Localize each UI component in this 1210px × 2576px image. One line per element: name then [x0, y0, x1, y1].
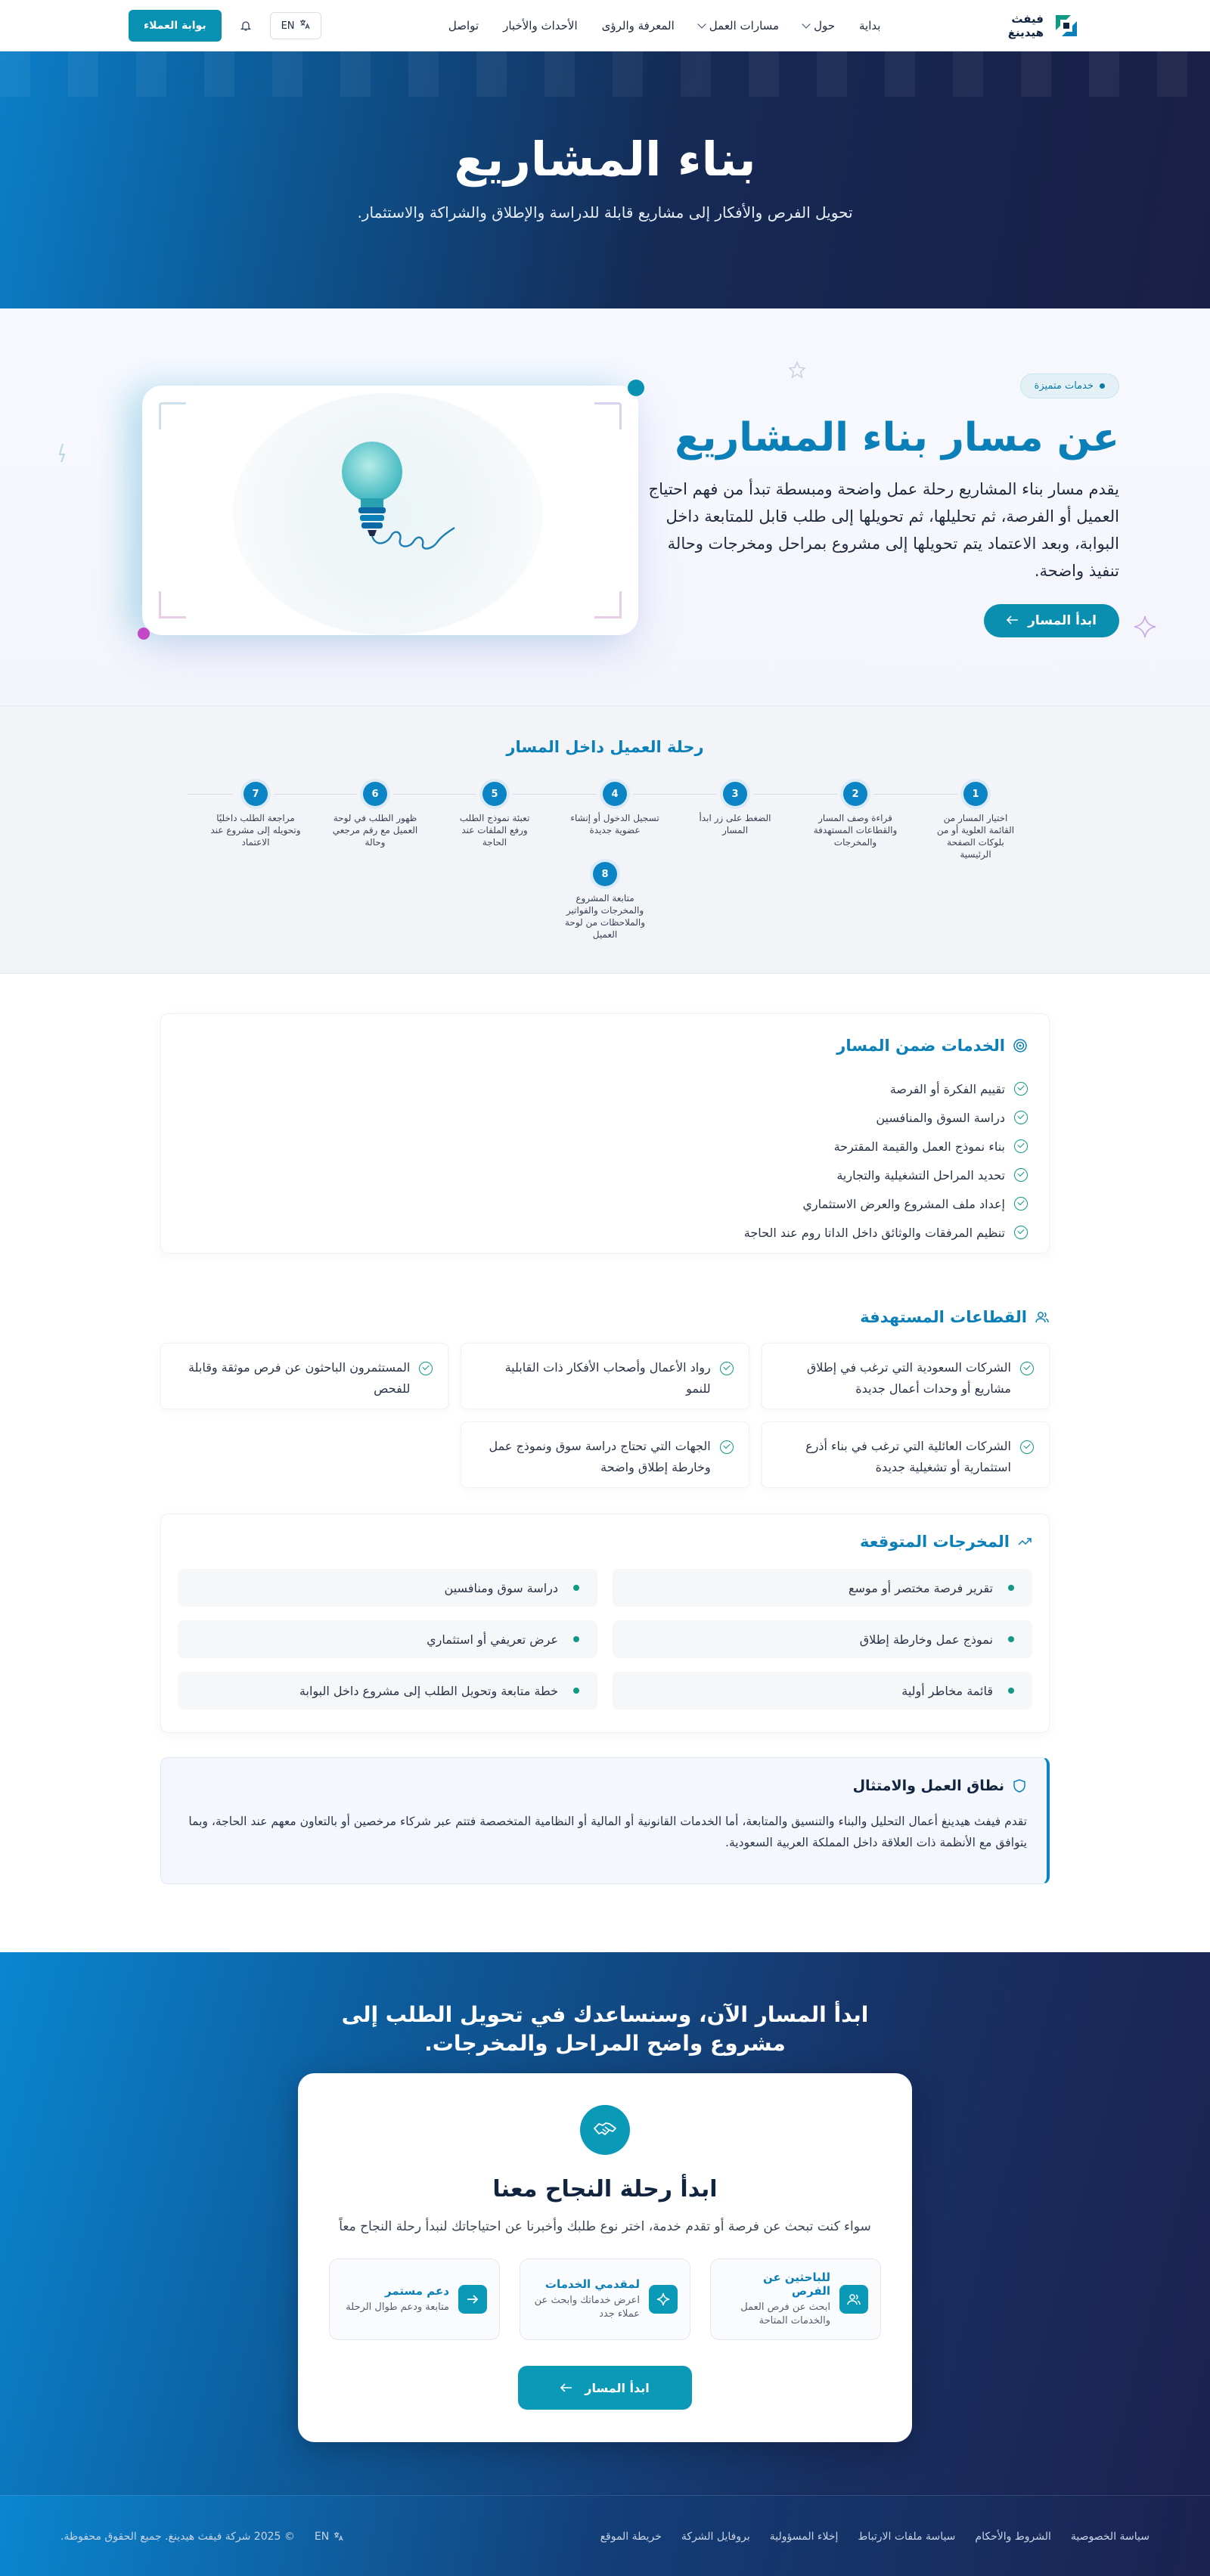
language-switch-button[interactable] [270, 12, 321, 39]
scope-card [160, 1757, 1050, 1884]
service-label: تحديد المراحل التشغيلية والتجارية [836, 1167, 1005, 1183]
step-label: قراءة وصف المسار والقطاعات المستهدفة والمخرجات [813, 813, 898, 848]
nav-item-label: بداية [859, 19, 881, 33]
footer-link[interactable]: خريطة الموقع [600, 2530, 662, 2543]
step-connector [753, 794, 837, 795]
start-track-button[interactable] [984, 604, 1119, 637]
output-item [178, 1620, 597, 1658]
step-label: مراجعة الطلب داخليًا وتحويله إلى مشروع عند الاعتماد [210, 813, 301, 848]
check-circle-icon [1014, 1168, 1028, 1182]
sparkles-icon [649, 2285, 678, 2314]
badge-dot-icon [1100, 383, 1105, 389]
sparkle-star-icon [1132, 614, 1158, 640]
output-item [613, 1569, 1032, 1607]
sector-card [762, 1343, 1050, 1409]
check-circle-icon [419, 1362, 433, 1375]
brand-line2: هيدينغ [1007, 25, 1044, 39]
service-label: تقييم الفكرة أو الفرصة [889, 1081, 1005, 1096]
check-circle-icon [720, 1440, 734, 1454]
brand-logo[interactable] [1008, 11, 1081, 41]
main-content [0, 974, 1210, 2576]
nav-item-tracks[interactable] [699, 19, 779, 33]
about-section [0, 308, 1210, 705]
footer-link[interactable]: الشروط والأحكام [975, 2530, 1051, 2543]
step-connector [188, 794, 233, 795]
button-label: ابدأ المسار [585, 2380, 650, 2395]
copyright-text: © 2025 شركة فيفث هيدينغ. جميع الحقوق محفوظة. [60, 2530, 295, 2543]
outputs-grid [178, 1569, 1032, 1710]
footer-language-switch[interactable] [315, 2531, 343, 2543]
output-label: خطة متابعة وتحويل الطلب إلى مشروع داخل البوابة [299, 1683, 558, 1698]
service-item [182, 1074, 1028, 1103]
output-item [613, 1620, 1032, 1658]
sectors-grid [160, 1343, 1050, 1488]
sector-card [461, 1421, 749, 1488]
step-connector [393, 794, 476, 795]
scope-title [181, 1778, 1027, 1794]
nav-item-about[interactable] [803, 19, 835, 33]
journey-step [569, 782, 660, 836]
output-item [178, 1569, 597, 1607]
cta-headline: ابدأ المسار الآن، وسنساعدك في تحويل الطلب إلى مشروع واضح المراحل والمخرجات. [341, 2002, 869, 2056]
journey-step [210, 782, 301, 848]
translate-icon [299, 19, 310, 33]
check-circle-icon [1014, 1226, 1028, 1239]
option-continuous-support[interactable] [329, 2258, 500, 2340]
services-title-label: الخدمات ضمن المسار [836, 1037, 1005, 1055]
page-title: بناء المشاريع [454, 131, 756, 187]
top-navbar [0, 0, 1210, 51]
option-title: لمقدمي الخدمات [544, 2277, 640, 2291]
step-label: الضغط على زر ابدأ المسار [699, 813, 771, 835]
journey-step [810, 782, 901, 848]
service-item [182, 1218, 1028, 1247]
step-number: 5 [482, 782, 507, 806]
shield-icon [1012, 1778, 1027, 1793]
services-title [182, 1037, 1028, 1055]
step-connector [633, 794, 717, 795]
accent-dot-icon [138, 628, 150, 640]
chevron-down-icon [697, 20, 706, 28]
step-number: 3 [723, 782, 747, 806]
nav-item-label: المعرفة والرؤى [601, 19, 675, 33]
option-service-providers[interactable] [520, 2258, 690, 2340]
translate-icon [334, 2531, 343, 2541]
service-item [182, 1132, 1028, 1161]
footer [0, 2495, 1210, 2576]
option-title: للباحثين عن الفرص [762, 2271, 830, 2298]
journey-step [690, 782, 780, 836]
output-item [178, 1672, 597, 1710]
outputs-title [178, 1533, 1032, 1551]
sector-label: المستثمرون الباحثون عن فرص موثقة وقابلة للفحص [188, 1360, 411, 1396]
step-connector [274, 794, 357, 795]
outputs-card [160, 1514, 1050, 1733]
lightbulb-icon [327, 434, 478, 585]
sector-label: الشركات السعودية التي ترغب في إطلاق مشاريع أو وحدات أعمال جديدة [806, 1360, 1011, 1396]
step-label: اختيار المسار من القائمة العلوية أو من بلوكات الصفحة الرئيسية [936, 813, 1015, 860]
sector-label: رواد الأعمال وأصحاب الأفكار ذات القابلية للنمو [504, 1360, 711, 1396]
service-item [182, 1103, 1028, 1132]
bullet-dot-icon [573, 1688, 579, 1694]
chevron-down-icon [802, 20, 810, 28]
nav-item-contact[interactable] [448, 19, 479, 33]
about-illustration [142, 386, 638, 635]
step-number: 6 [363, 782, 387, 806]
featured-badge [1020, 374, 1119, 398]
outputs-title-label: المخرجات المتوقعة [859, 1533, 1010, 1551]
users-icon [839, 2285, 868, 2314]
service-label: بناء نموذج العمل والقيمة المقترحة [833, 1139, 1005, 1154]
service-label: تنظيم المرفقات والوثائق داخل الداتا روم عند الحاجة [743, 1225, 1005, 1240]
nav-item-label: حول [814, 19, 835, 33]
brand-line1: فيفث [1011, 11, 1044, 26]
check-circle-icon [1020, 1440, 1034, 1454]
footer-link[interactable]: بروفايل الشركة [681, 2530, 750, 2543]
option-description: ابحث عن فرص العمل والخدمات المتاحة [740, 2302, 830, 2326]
language-label: EN [281, 20, 295, 32]
service-item [182, 1189, 1028, 1218]
footer-link[interactable]: سياسة ملفات الارتباط [858, 2530, 956, 2543]
about-title: عن مسار بناء المشاريع [675, 415, 1119, 460]
button-label: ابدأ المسار [1028, 613, 1097, 628]
cta-options [298, 2258, 912, 2340]
sector-card [160, 1343, 448, 1409]
services-list [182, 1074, 1028, 1247]
arrow-left-icon [1007, 613, 1019, 628]
output-item [613, 1672, 1032, 1710]
nav-item-events[interactable] [503, 19, 578, 33]
option-description: اعرض خدماتك وابحث عن عملاء جدد [534, 2295, 640, 2320]
output-label: نموذج عمل وخارطة إطلاق [859, 1632, 993, 1647]
target-icon [1013, 1038, 1028, 1053]
sparkle-icon [51, 442, 74, 464]
step-connector [513, 794, 597, 795]
client-portal-button[interactable]: بوابة العملاء [129, 10, 222, 42]
service-item [182, 1161, 1028, 1189]
hero-banner [0, 51, 1210, 308]
step-label: تسجيل الدخول أو إنشاء عضوية جديدة [570, 813, 659, 835]
output-label: دراسة سوق ومنافسين [444, 1580, 558, 1595]
nav-item-label: تواصل [448, 19, 479, 33]
cta-card-title: ابدأ رحلة النجاح معنا [492, 2176, 718, 2202]
step-number: 8 [593, 862, 617, 886]
journey-title: رحلة العميل داخل المسار [506, 738, 704, 756]
bullet-dot-icon [573, 1636, 579, 1642]
output-label: قائمة مخاطر أولية [901, 1683, 993, 1698]
bullet-dot-icon [1008, 1636, 1014, 1642]
sector-label: الجهات التي تحتاج دراسة سوق ونموذج عمل وخارطة إطلاق واضحة [489, 1439, 711, 1474]
option-title: دعم مستمر [385, 2284, 449, 2298]
sectors-title [160, 1308, 1050, 1326]
footer-link[interactable]: إخلاء المسؤولية [769, 2530, 839, 2543]
services-card [160, 1013, 1050, 1254]
main-nav [448, 19, 881, 33]
check-circle-icon [1020, 1362, 1034, 1375]
accent-dot-icon [628, 380, 644, 396]
step-number: 2 [843, 782, 867, 806]
output-label: تقرير فرصة مختصر أو موسع [849, 1580, 993, 1595]
users-icon [1035, 1310, 1050, 1325]
scope-description: تقدم فيفث هيدينغ أعمال التحليل والبناء والتنسيق والمتابعة، أما الخدمات القانونية أو المالية أو النظامية المتخصصة فتتم عبر شركاء مرخصين أو بالتعاون معهم عند الحاجة، وبما يتوافق مع الأنظمة ذات العلاقة داخل المملكة العربية السعودية. [188, 1815, 1027, 1849]
step-number: 4 [603, 782, 627, 806]
bullet-dot-icon [573, 1585, 579, 1591]
check-circle-icon [1014, 1111, 1028, 1124]
cta-card [298, 2073, 912, 2442]
journey-step [330, 782, 420, 848]
cta-section [0, 1952, 1210, 2495]
cta-card-subtitle: سواء كنت تبحث عن فرصة أو تقدم خدمة، اختر نوع طلبك وأخبرنا عن احتياجاتك لنبدأ رحلة النجاح معاً [339, 2219, 871, 2234]
sectors-title-label: القطاعات المستهدفة [860, 1308, 1027, 1326]
sector-card [762, 1421, 1050, 1488]
bullet-dot-icon [1008, 1585, 1014, 1591]
arrow-right-icon [458, 2285, 487, 2314]
check-circle-icon [720, 1362, 734, 1375]
option-opportunity-seekers[interactable] [710, 2258, 881, 2340]
nav-item-knowledge[interactable] [602, 19, 675, 33]
scope-title-label: نطاق العمل والامتثال [852, 1778, 1004, 1794]
nav-item-home[interactable] [859, 19, 880, 33]
option-description: متابعة ودعم طوال الرحلة [346, 2302, 449, 2313]
nav-item-label: الأحداث والأخبار [503, 19, 578, 33]
service-label: إعداد ملف المشروع والعرض الاستثماري [802, 1196, 1005, 1211]
about-description: يقدم مسار بناء المشاريع رحلة عمل واضحة ومبسطة تبدأ من فهم احتياج العميل أو الفرصة، ثم تحليلها، ثم تحويلها إلى طلب قابل للمتابعة داخل البوابة، وبعد الاعتماد يتم تحويلها إلى مشروع بمراحل ومخرجات وحالة تنفيذ واضحة. [648, 480, 1119, 580]
sector-card [461, 1343, 749, 1409]
footer-link[interactable]: سياسة الخصوصية [1070, 2530, 1150, 2543]
step-number: 7 [244, 782, 268, 806]
check-circle-icon [1014, 1139, 1028, 1153]
bullet-dot-icon [1008, 1688, 1014, 1694]
sectors-section [160, 1308, 1050, 1488]
handshake-icon [580, 2105, 630, 2155]
sector-label: الشركات العائلية التي ترغب في بناء أذرع استثمارية أو تشغيلية جديدة [805, 1439, 1011, 1474]
hero-subtitle: تحويل الفرص والأفكار إلى مشاريع قابلة للدراسة والإطلاق والشراكة والاستثمار. [357, 203, 853, 222]
step-connector [873, 794, 957, 795]
service-label: دراسة السوق والمنافسين [876, 1110, 1005, 1125]
step-label: متابعة المشروع والمخرجات والفواتير والملاحظات من لوحة العميل [565, 893, 645, 940]
output-label: عرض تعريفي أو استثماري [427, 1632, 558, 1647]
journey-step [560, 862, 650, 941]
notification-bell-icon[interactable] [232, 12, 259, 39]
footer-links [600, 2531, 1150, 2543]
nav-item-label: مسارات العمل [709, 19, 780, 33]
journey-step [449, 782, 540, 848]
badge-label: خدمات متميزة [1034, 380, 1094, 392]
trending-up-icon [1017, 1534, 1032, 1549]
check-circle-icon [1014, 1197, 1028, 1211]
step-label: تعبئة نموذج الطلب ورفع الملفات عند الحاجة [459, 813, 530, 848]
language-label: EN [314, 2530, 330, 2543]
arrow-left-icon [560, 2381, 572, 2395]
customer-journey-section [0, 705, 1210, 974]
cta-start-button[interactable] [518, 2366, 692, 2410]
step-number: 1 [963, 782, 988, 806]
logo-mark-icon [1051, 11, 1081, 41]
check-circle-icon [1014, 1082, 1028, 1096]
step-label: ظهور الطلب في لوحة العميل مع رقم مرجعي وحالة [332, 813, 418, 848]
